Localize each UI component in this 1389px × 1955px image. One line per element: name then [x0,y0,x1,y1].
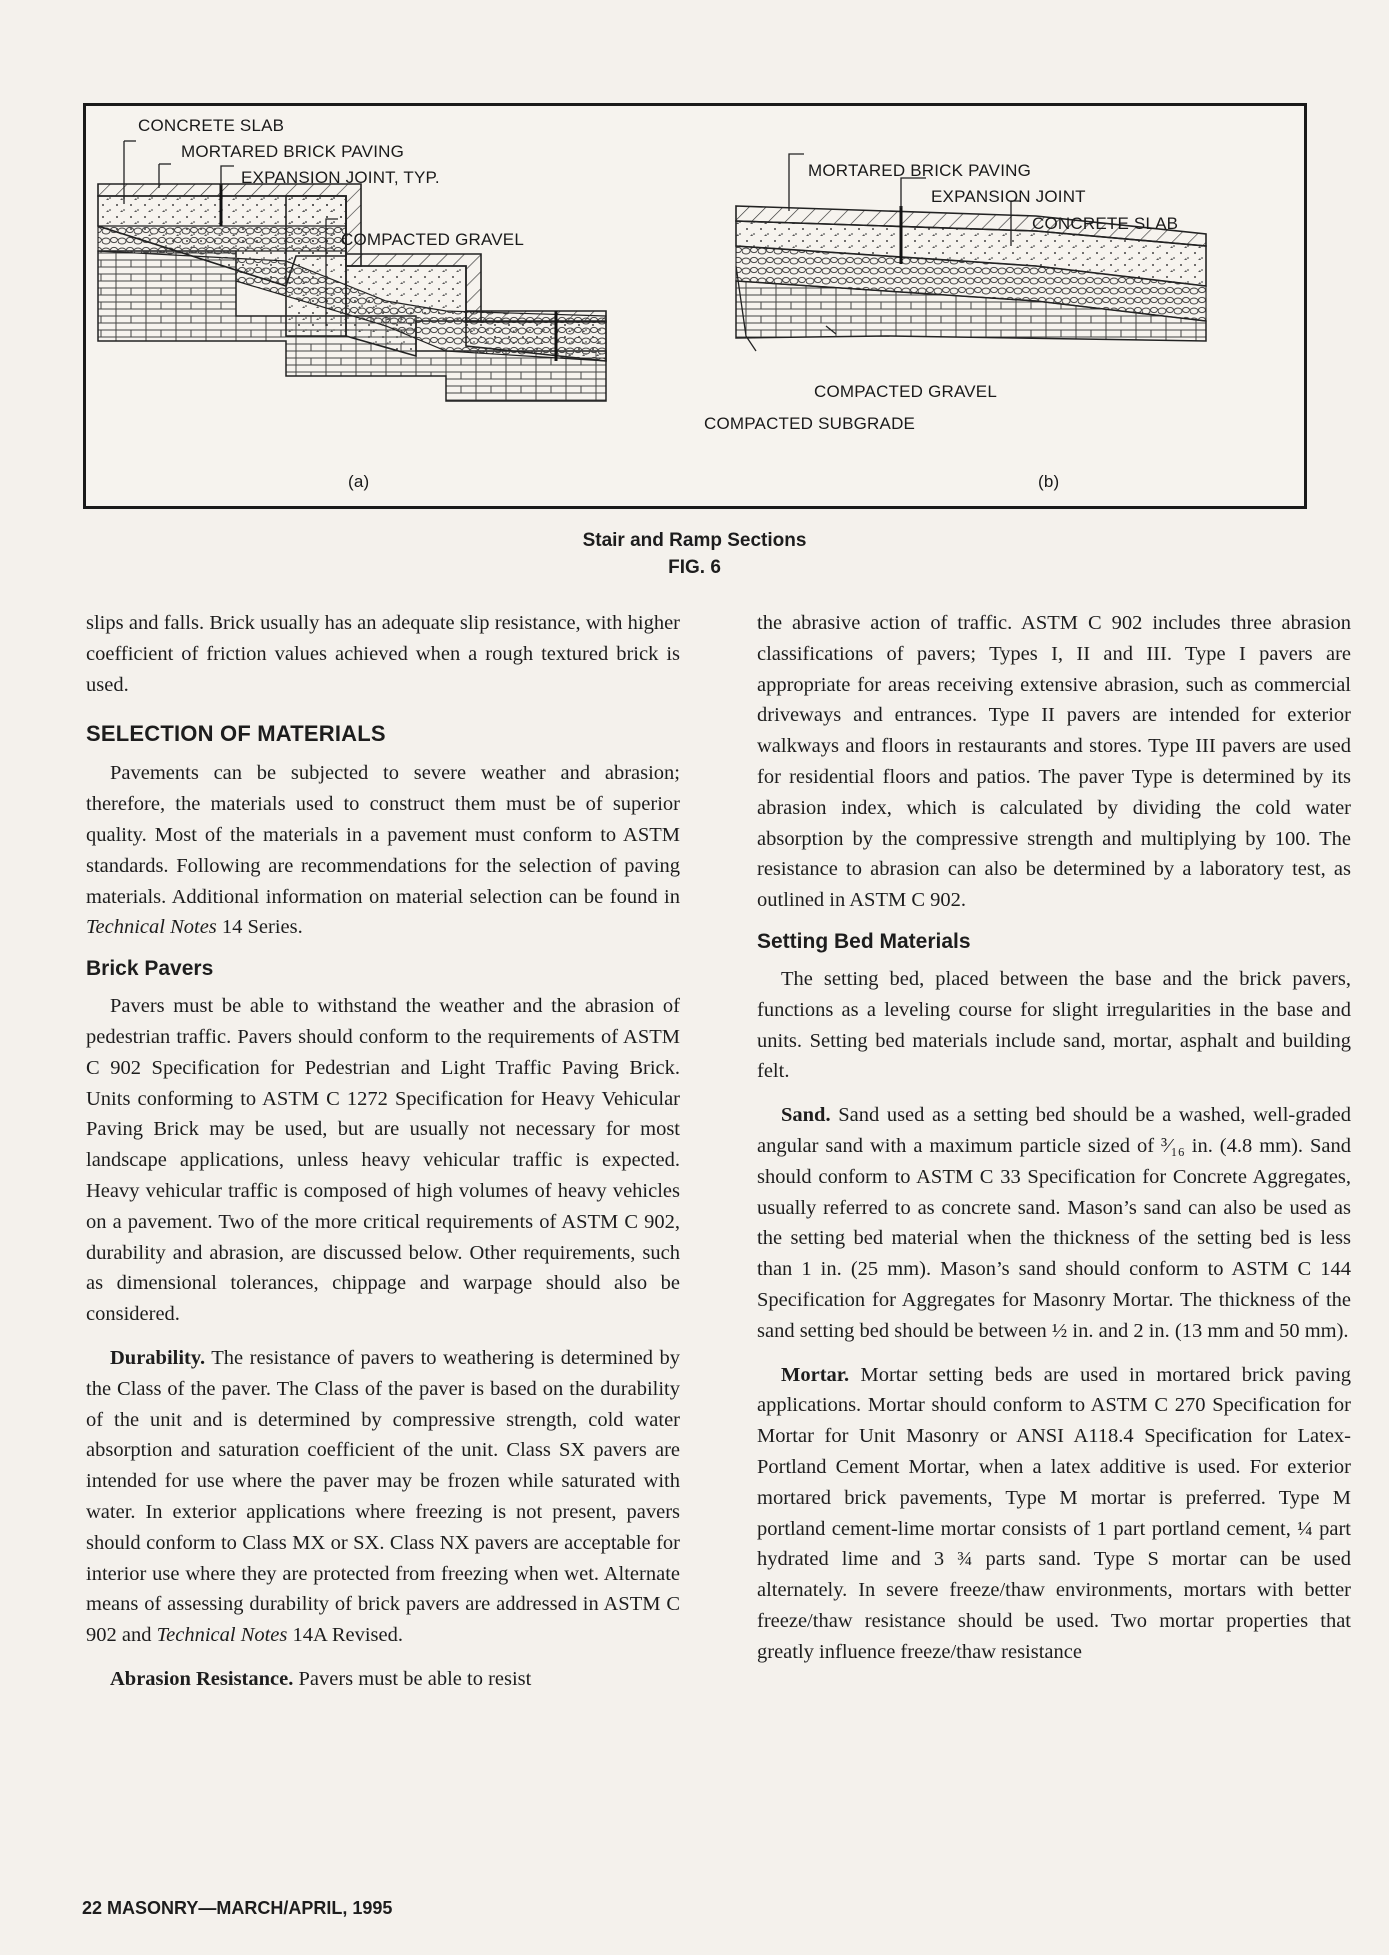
label-a-concrete-slab: CONCRETE SLAB [138,116,285,135]
subheading-brick-pavers: Brick Pavers [86,957,214,981]
figure-caption-title: Stair and Ramp Sections [582,530,807,551]
right-column [757,608,1351,1668]
figure-frame [83,103,1307,509]
label-b-concrete-slab: CONCRETE SLAB [1032,214,1179,233]
brick-pavers-paragraph: Pavers must be able to withstand the weather and the abrasion of pedestrian traffic. Pavers should conform to the requirements of ASTM C 902 Specification for Pedestrian and Light Traffic Paving Brick. Units conforming to ASTM C 1272 Specification for Heavy Vehicular Paving Brick may be used, but are usually not necessary for most landscape applications, unless heavy vehicular traffic is expected. Heavy vehicular traffic is composed of high volumes of heavy vehicles on a pavement. Two of the more critical requirements of ASTM C 902, durability and abrasion, are discussed below. Other requirements, such as dimensional tolerances, chippage and warpage should also be considered. [86,995,680,1326]
sand-paragraph: Sand. Sand used as a setting bed should be a washed, well-graded angular sand with a maximum particle sized of ³⁄₁₆ in. (4.8 mm). Sand should conform to ASTM C 33 Specification for Concrete Aggregates, usually referred to as concrete sand. Mason’s sand can also be used as the setting bed material when the thickness of the setting bed is less than 1 in. (25 mm). Mason’s sand should conform to ASTM C 144 Specification for Aggregates for Masonry Mortar. The thickness of the sand setting bed should be between ½ in. and 2 in. (13 mm and 50 mm). [757,1104,1351,1342]
stair-ramp-drawing [86,106,1304,506]
section-heading-selection: SELECTION OF MATERIALS [86,721,386,747]
label-b-sublabel: (b) [1038,472,1060,491]
page-footer: 22 MASONRY—MARCH/APRIL, 1995 [82,1898,393,1918]
ramp-section [736,154,1206,351]
label-b-mortared-brick: MORTARED BRICK PAVING [808,161,1032,180]
label-b-compacted-gravel: COMPACTED GRAVEL [814,382,997,401]
label-a-compacted-gravel: COMPACTED GRAVEL [341,230,524,249]
mortar-paragraph: Mortar. Mortar setting beds are used in mortared brick paving applications. Mortar should conform to ASTM C 270 Specification for Mortar for Unit Masonry or ANSI A118.4 Specification for Latex-Portland Cement Mortar, when a latex additive is used. For exterior mortared brick pavements, Type M mortar is preferred. Type M portland cement-lime mortar consists of 1 part portland cement, ¼ part hydrated lime and 3 ¾ parts sand. Type S mortar can be used alternately. In severe freeze/thaw environments, mortars with better freeze/thaw resistance should be used. Two mortar properties that greatly influence freeze/thaw resistance [757,1363,1351,1663]
label-b-expansion-joint: EXPANSION JOINT [931,187,1086,206]
left-column [86,608,680,1695]
label-b-compacted-subgrade: COMPACTED SUBGRADE [704,414,916,433]
setting-bed-paragraph: The setting bed, placed between the base and the brick pavers, functions as a leveling course for slight irregularities in the base and units. Setting bed materials include sand, mortar, asphalt and building felt. [757,967,1351,1083]
selection-paragraph: Pavements can be subjected to severe weather and abrasion; therefore, the materials used to construct them must be of superior quality. Most of the materials in a pavement must conform to ASTM standards. Following are recommendations for the selection of paving materials. Additional information on material selection can be found in Technical Notes 14 Series. [86,762,680,939]
intro-paragraph: slips and falls. Brick usually has an adequate slip resistance, with higher coefficient of friction values achieved when a rough textured brick is used. [86,612,680,696]
label-a-sublabel: (a) [348,472,370,491]
figure-caption-number: FIG. 6 [668,557,721,578]
durability-paragraph: Durability. The resistance of pavers to weathering is determined by the Class of the paver. The Class of the paver is based on the durability of the unit and is determined by compressive strength, cold water absorption and saturation coefficient of the unit. Class SX pavers are intended for use where the paver may be frozen while saturated with water. In exterior applications where freezing is not present, pavers should conform to Class MX or SX. Class NX pavers are acceptable for interior use where they are protected from freezing when wet. Alternate means of assessing durability of brick pavers are addressed in ASTM C 902 and Technical Notes 14A Revised. [86,1346,680,1647]
abrasion-paragraph: Abrasion Resistance. Pavers must be able to resist [110,1667,532,1690]
label-a-expansion-joint: EXPANSION JOINT, TYP. [241,168,440,187]
label-a-mortared-brick: MORTARED BRICK PAVING [181,142,405,161]
abrasion-continued-paragraph: the abrasive action of traffic. ASTM C 902 includes three abrasion classifications of pavers; Types I, II and III. Type I pavers are appropriate for areas receiving extensive abrasion, such as commercial driveways and entrances. Type II pavers are intended for exterior walkways and floors in restaurants and stores. Type III pavers are used for residential floors and patios. The paver Type is determined by its abrasion index, which is calculated by dividing the cold water absorption by the compressive strength and multiplying by 100. The resistance to abrasion can also be determined by a laboratory test, as outlined in ASTM C 902. [757,612,1351,912]
subheading-setting-bed: Setting Bed Materials [757,929,971,953]
